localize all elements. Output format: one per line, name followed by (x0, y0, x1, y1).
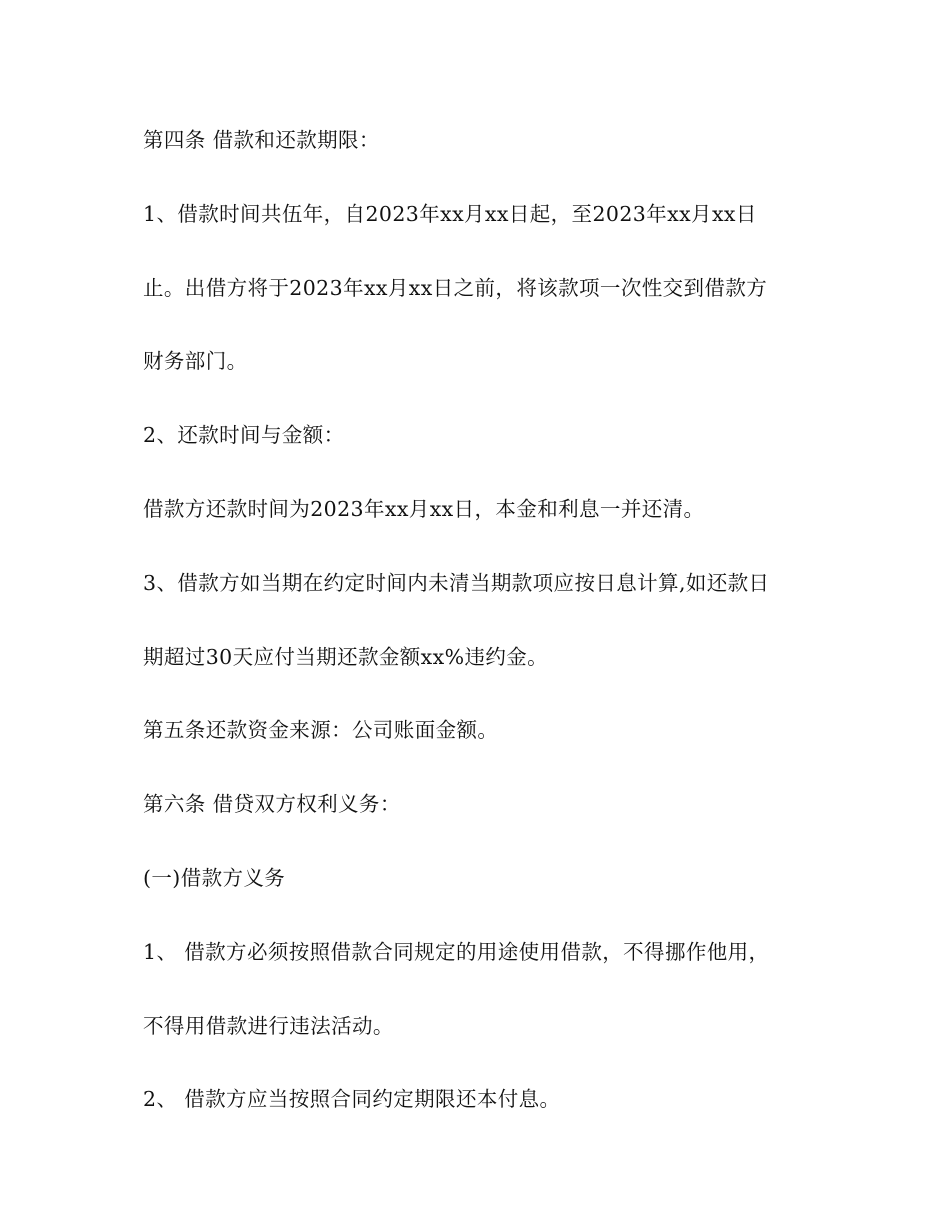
document-body (143, 128, 823, 1161)
paragraph-line: 财务部门。 (143, 349, 248, 374)
paragraph-line: 2、还款时间与金额： (143, 423, 345, 448)
paragraph-line: 止。出借方将于2023年xx月xx日之前，将该款项一次性交到借款方 (143, 275, 768, 300)
section-heading: (一)借款方义务 (143, 865, 286, 890)
paragraph-line: 1、借款时间共伍年，自2023年xx月xx日起，至2023年xx月xx日 (143, 201, 757, 226)
paragraph-line: 借款方还款时间为2023年xx月xx日，本金和利息一并还清。 (143, 496, 705, 521)
paragraph-line: 3、借款方如当期在约定时间内未清当期款项应按日息计算,如还款日 (143, 570, 770, 595)
article-4-heading: 第四条 借款和还款期限： (143, 128, 380, 152)
paragraph-line: 1、 借款方必须按照借款合同规定的用途使用借款，不得挪作他用， (143, 939, 770, 964)
paragraph-line: 不得用借款进行违法活动。 (143, 1013, 394, 1038)
paragraph-line: 2、 借款方应当按照合同约定期限还本付息。 (143, 1087, 561, 1112)
article-6-heading: 第六条 借贷双方权利义务： (143, 792, 401, 817)
paragraph-line: 期超过30天应付当期还款金额xx%违约金。 (143, 644, 549, 669)
article-5-heading: 第五条还款资金来源：公司账面金额。 (143, 718, 499, 743)
